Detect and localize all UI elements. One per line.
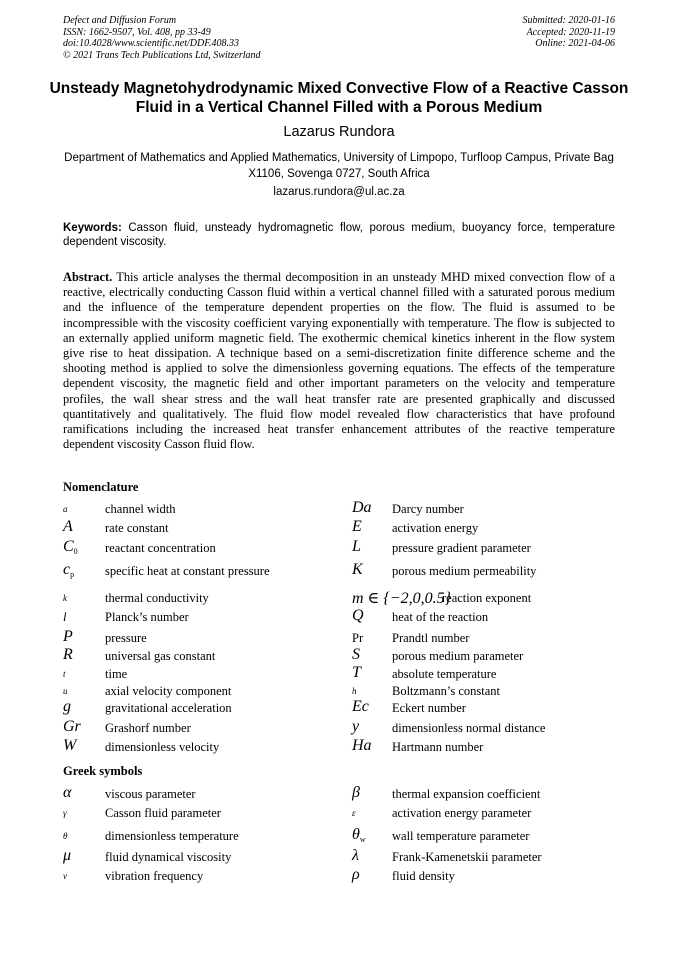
greek-row — [352, 826, 622, 847]
nomenclature-description: heat of the reaction — [392, 610, 489, 624]
nomenclature-row — [352, 646, 622, 667]
greek-symbol: μ — [63, 847, 72, 864]
greek-symbols-heading: Greek symbols — [63, 764, 143, 778]
greek-description: wall temperature parameter — [392, 829, 530, 843]
greek-description: dimensionless temperature — [105, 829, 239, 843]
nomenclature-symbol: $C_0$ — [63, 538, 78, 556]
nomenclature-symbol: S — [352, 646, 360, 663]
journal-header-left — [63, 15, 261, 61]
submitted-date: Submitted: 2020-01-16 — [522, 15, 615, 26]
nomenclature-symbol: m ∈ {−2,0,0.5} — [352, 590, 451, 607]
abstract-label: Abstract. — [63, 270, 113, 284]
nomenclature-description: dimensionless velocity — [105, 740, 220, 754]
accepted-date: Accepted: 2020-11-19 — [526, 26, 615, 38]
greek-symbol: $\theta_w$ — [352, 826, 366, 844]
nomenclature-symbol: g — [63, 698, 71, 715]
greek-description: Frank-Kamenetskii parameter — [392, 850, 542, 864]
nomenclature-row — [63, 646, 333, 667]
nomenclature-row — [352, 591, 622, 609]
nomenclature-description: pressure — [105, 631, 147, 645]
greek-symbol: ν — [63, 871, 67, 881]
greek-description: viscous parameter — [105, 787, 196, 801]
nomenclature-row — [63, 684, 333, 702]
journal-copyright: © 2021 Trans Tech Publications Ltd, Switzerland — [63, 49, 261, 61]
nomenclature-description: porous medium parameter — [392, 649, 524, 663]
greek-symbol: γ — [63, 808, 67, 818]
nomenclature-row — [352, 538, 622, 559]
nomenclature-row — [63, 591, 333, 609]
nomenclature-row — [352, 631, 622, 649]
greek-description: activation energy parameter — [392, 806, 532, 820]
nomenclature-symbol: t — [63, 669, 66, 679]
greek-symbol: β — [352, 784, 360, 801]
nomenclature-row — [63, 667, 333, 685]
greek-row — [352, 847, 622, 868]
nomenclature-description: universal gas constant — [105, 649, 216, 663]
nomenclature-description: reaction exponent — [442, 591, 532, 605]
nomenclature-symbol: T — [352, 664, 361, 681]
greek-description: vibration frequency — [105, 869, 204, 883]
nomenclature-description: Planck’s number — [105, 610, 189, 624]
nomenclature-symbol: P — [63, 628, 73, 645]
nomenclature-symbol: h — [352, 686, 357, 696]
nomenclature-description: axial velocity component — [105, 684, 232, 698]
nomenclature-description: Grashorf number — [105, 721, 191, 735]
keywords-label: Keywords: — [63, 222, 122, 234]
greek-description: Casson fluid parameter — [105, 806, 221, 820]
nomenclature-row — [352, 718, 622, 739]
nomenclature-description: rate constant — [105, 521, 169, 535]
nomenclature-description: time — [105, 667, 128, 681]
nomenclature-symbol: y — [352, 718, 360, 735]
greek-description: thermal expansion coefficient — [392, 787, 541, 801]
nomenclature-row — [63, 698, 333, 719]
journal-issn: ISSN: 1662-9507, Vol. 408, pp 33-49 — [63, 26, 211, 38]
nomenclature-symbol: R — [63, 646, 73, 663]
nomenclature-row — [352, 737, 622, 758]
greek-row — [63, 847, 333, 868]
author-email[interactable]: lazarus.rundora@ul.ac.za — [273, 186, 405, 198]
nomenclature-description: Hartmann number — [392, 740, 484, 754]
nomenclature-description: thermal conductivity — [105, 591, 209, 605]
nomenclature-row — [63, 628, 333, 649]
nomenclature-description: specific heat at constant pressure — [105, 564, 270, 578]
greek-symbol: ρ — [352, 866, 360, 883]
nomenclature-row — [352, 499, 622, 520]
greek-row — [63, 784, 333, 805]
greek-row — [352, 784, 622, 805]
nomenclature-symbol: a — [63, 504, 68, 514]
greek-symbol: α — [63, 784, 72, 801]
nomenclature-description: Prandtl number — [392, 631, 470, 645]
nomenclature-row — [63, 518, 333, 539]
greek-row — [63, 869, 333, 887]
nomenclature-row — [352, 698, 622, 719]
nomenclature-row — [63, 718, 333, 739]
nomenclature-symbol: E — [352, 518, 362, 535]
nomenclature-symbol: Gr — [63, 718, 81, 735]
nomenclature-row — [63, 561, 333, 582]
abstract-text: This article analyses the thermal decomposition in an unsteady MHD mixed convection flow of a reactive, electrically conducting Casson fluid within a vertical channel filled with a saturated porous medium and the influence of the temperature dependent properties on the flow. The fluid is assumed to be incompressible with the viscosity coefficient varying exponentially with temperature. The flow is subjected to an externally applied uniform magnetic field. The exothermic chemical kinetics inherent in the flow system give rise to heat dissipation. A technique based on a semi-discretization finite difference scheme and the shooting method is applied to solve the dimensionless governing equations. The effects of the temperature dependent viscosity, the magnetic field and other important parameters on the velocity and temperature profiles, the wall shear stress and the wall heat transfer rate are presented graphically and discussed quantitatively and qualitatively. The fluid flow model revealed flow characteristics that have profound ramifications including the increased heat transfer enhancement attributes of the reactive temperature dependent viscosity Casson fluid flow. — [63, 270, 616, 452]
author-name: Lazarus Rundora — [283, 124, 395, 140]
nomenclature-description: channel width — [105, 502, 176, 516]
nomenclature-description: Darcy number — [392, 502, 464, 516]
abstract — [63, 270, 615, 452]
nomenclature-description: Eckert number — [392, 701, 466, 715]
nomenclature-symbol: l — [63, 610, 67, 624]
greek-row — [63, 806, 333, 824]
nomenclature-row — [352, 561, 622, 582]
nomenclature-symbol: $c_p$ — [63, 561, 75, 579]
nomenclature-symbol: u — [63, 686, 68, 696]
nomenclature-symbol: L — [352, 538, 361, 555]
greek-row — [352, 866, 622, 887]
nomenclature-description: absolute temperature — [392, 667, 497, 681]
nomenclature-row — [352, 607, 622, 628]
greek-row — [63, 829, 333, 847]
author-affiliation: Department of Mathematics and Applied Mathematics, University of Limpopo, Turfloop Campus, Private Bag X1106, Sovenga 0727, South Africa — [64, 152, 614, 180]
paper-title: Unsteady Magnetohydrodynamic Mixed Convective Flow of a Reactive Casson Fluid in a Vertical Channel Filled with a Porous Medium — [49, 80, 629, 116]
nomenclature-description: reactant concentration — [105, 541, 216, 555]
journal-doi: doi:10.4028/www.scientific.net/DDF.408.33 — [63, 38, 240, 49]
journal-name: Defect and Diffusion Forum — [63, 15, 177, 26]
nomenclature-row — [352, 518, 622, 539]
greek-row — [352, 806, 622, 824]
nomenclature-symbol: Ec — [352, 698, 369, 715]
nomenclature-symbol: Pr — [352, 631, 364, 645]
nomenclature-symbol: Ha — [352, 737, 372, 754]
keywords — [63, 221, 615, 249]
nomenclature-row — [63, 610, 333, 628]
nomenclature-row — [63, 502, 333, 520]
nomenclature-symbol: A — [63, 518, 73, 535]
nomenclature-description: dimensionless normal distance — [392, 721, 546, 735]
greek-description: fluid density — [392, 869, 455, 883]
greek-symbol: ε — [352, 808, 356, 818]
nomenclature-symbol: Da — [352, 499, 372, 516]
nomenclature-row — [63, 538, 333, 559]
nomenclature-description: gravitational acceleration — [105, 701, 232, 715]
online-date: Online: 2021-04-06 — [535, 38, 615, 49]
nomenclature-row — [352, 664, 622, 685]
keywords-text: Casson fluid, unsteady hydromagnetic flow, porous medium, buoyancy force, temperature dependent viscosity. — [63, 222, 615, 248]
nomenclature-row — [352, 684, 622, 702]
nomenclature-symbol: K — [352, 561, 363, 578]
nomenclature-description: Boltzmann’s constant — [392, 684, 500, 698]
nomenclature-heading: Nomenclature — [63, 480, 139, 494]
greek-symbol: λ — [352, 847, 359, 864]
nomenclature-symbol: k — [63, 593, 67, 603]
nomenclature-description: porous medium permeability — [392, 564, 537, 578]
greek-description: fluid dynamical viscosity — [105, 850, 232, 864]
journal-header-right — [523, 15, 616, 50]
nomenclature-row — [63, 737, 333, 758]
nomenclature-description: pressure gradient parameter — [392, 541, 531, 555]
nomenclature-symbol: Q — [352, 607, 364, 624]
greek-symbol: θ — [63, 831, 68, 841]
nomenclature-symbol: W — [63, 737, 77, 754]
nomenclature-description: activation energy — [392, 521, 479, 535]
